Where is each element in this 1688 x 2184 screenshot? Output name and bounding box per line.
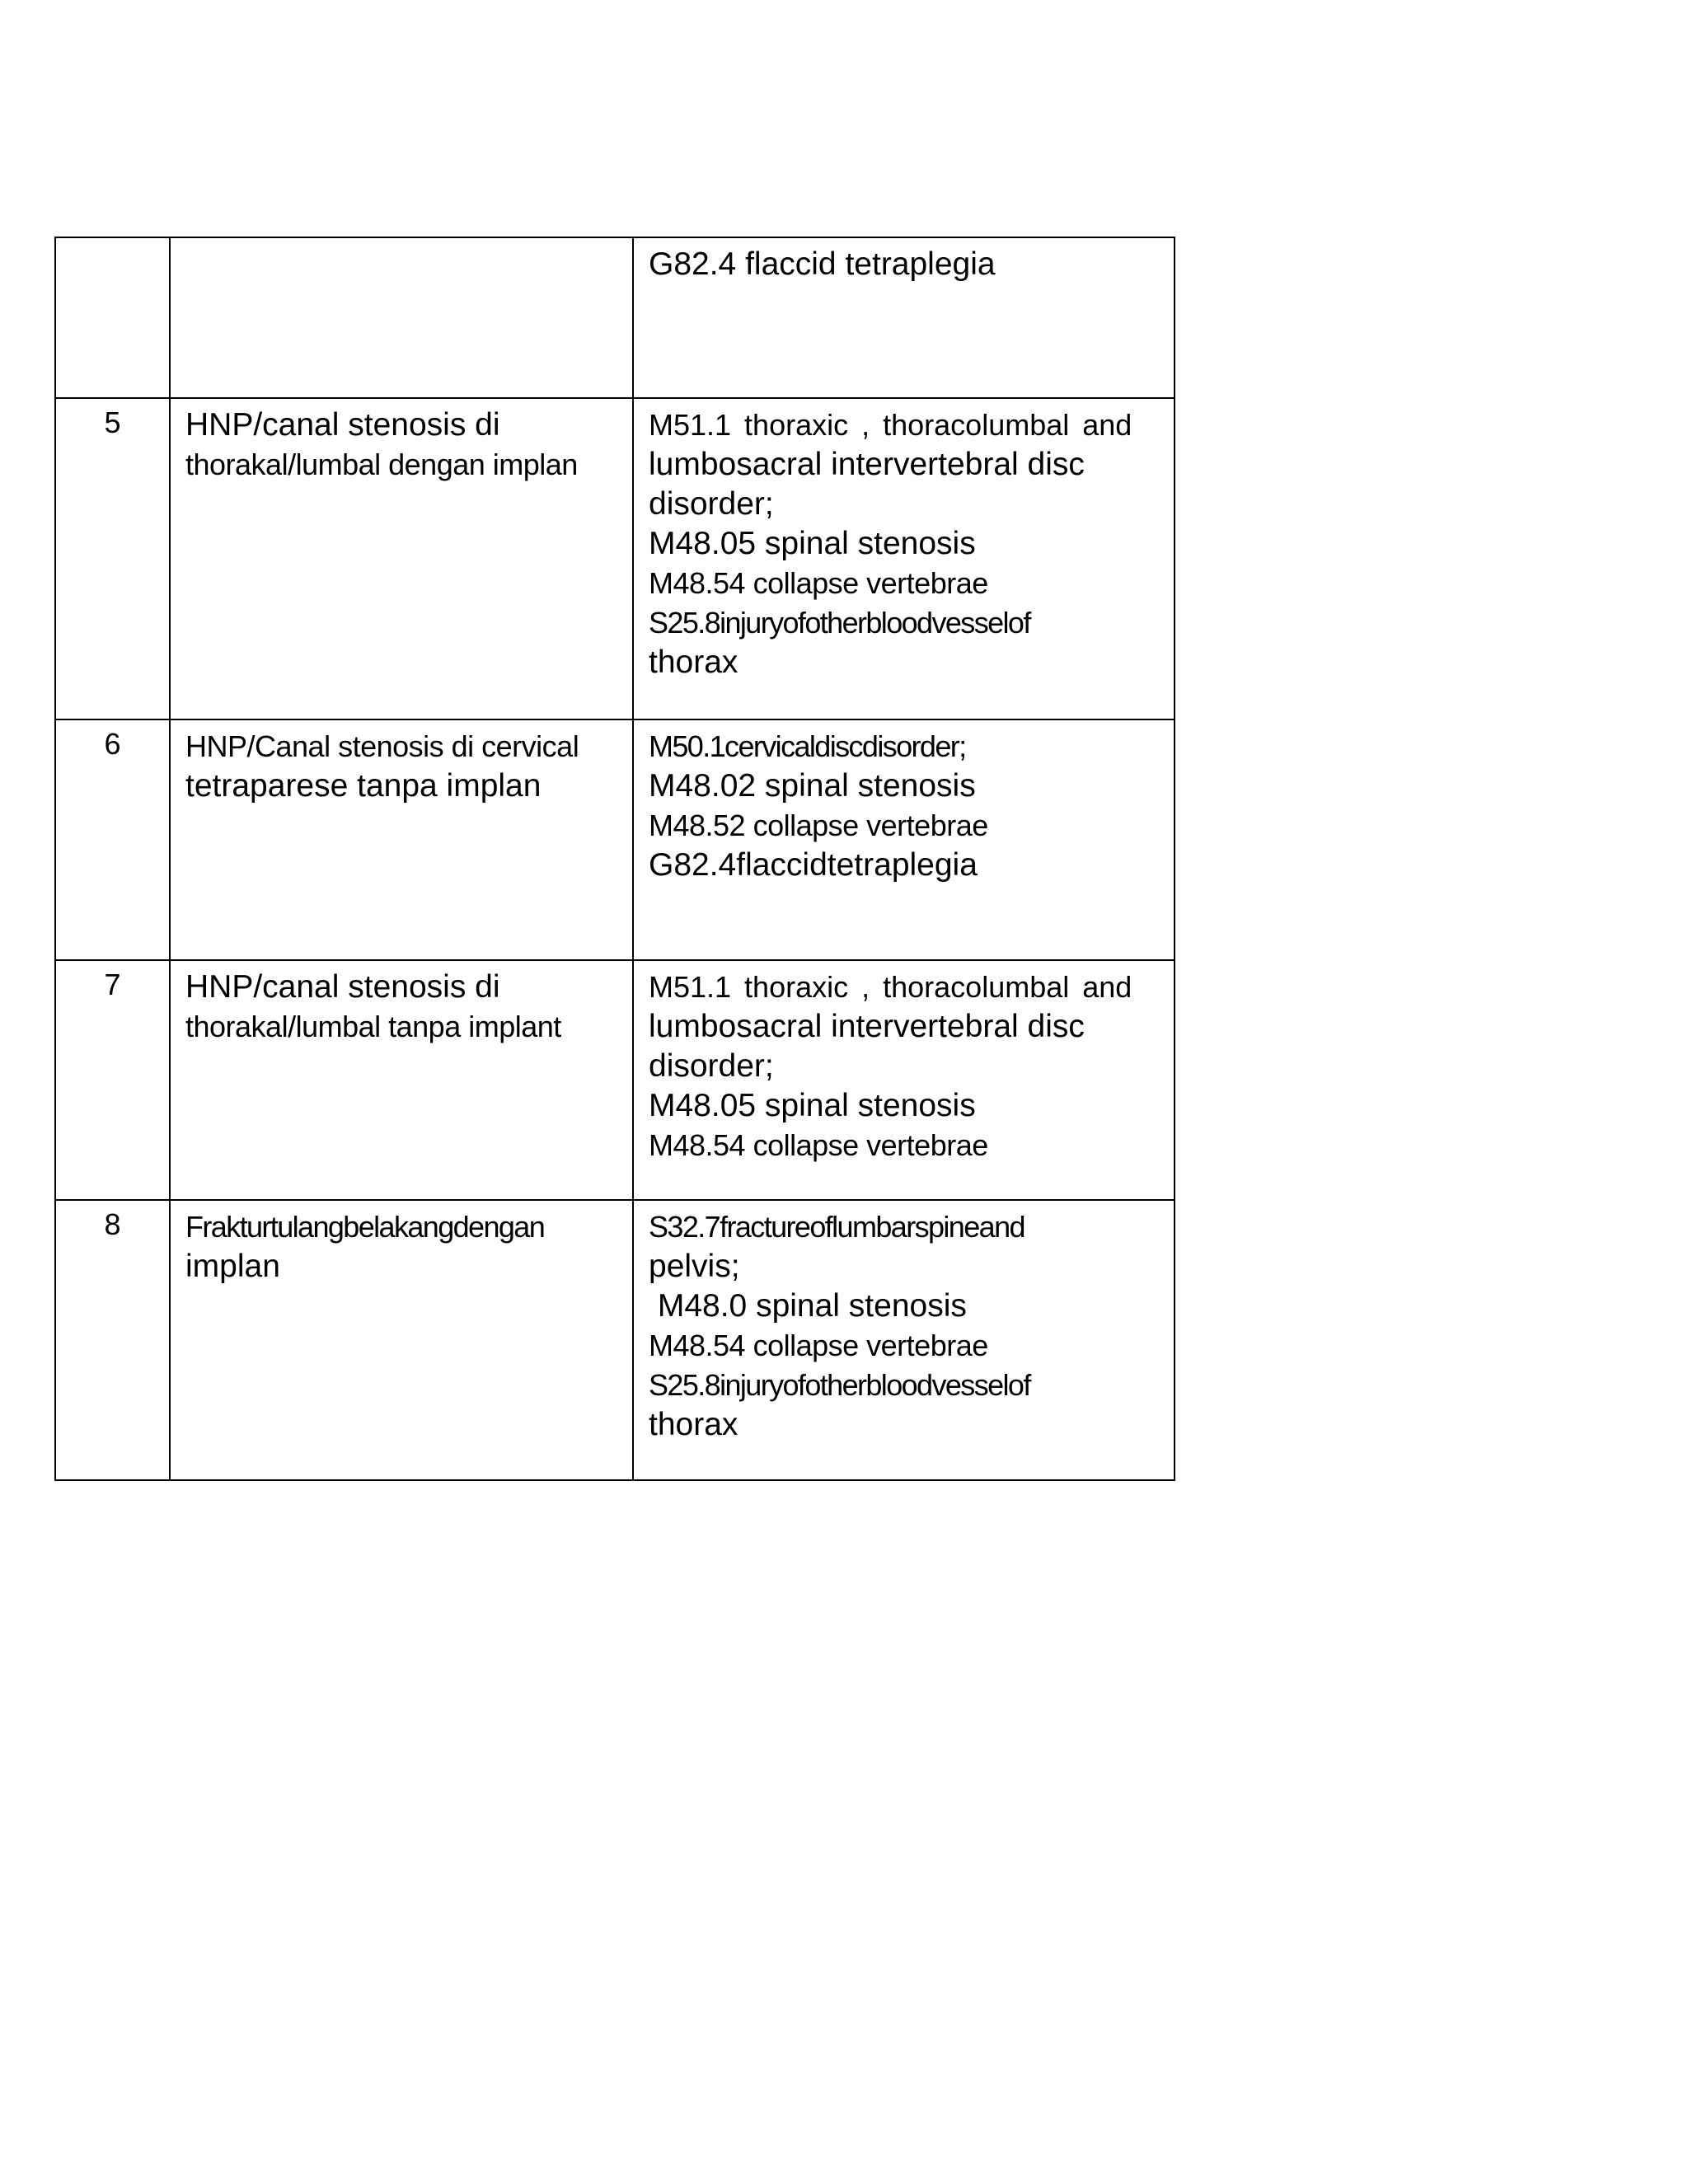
icd-code-line: G82.4flaccidtetraplegia — [649, 847, 978, 883]
icd-code-line: M50.1cervicaldiscdisorder; — [649, 729, 966, 763]
icd-code-line: disorder; — [649, 486, 774, 522]
icd-code-line: G82.4 flaccid tetraplegia — [649, 246, 996, 282]
icd-codes-cell — [633, 398, 1175, 719]
procedure-cell — [170, 960, 633, 1200]
icd-code-line: M48.05 spinal stenosis — [649, 526, 976, 561]
procedure-line: HNP/canal stenosis di — [185, 969, 500, 1005]
procedure-cell — [170, 398, 633, 719]
diagnosis-code-table — [54, 237, 1175, 1481]
icd-code-line: thorax — [649, 1407, 738, 1442]
icd-codes-cell — [633, 237, 1175, 398]
table-row — [55, 719, 1175, 960]
table-row — [55, 960, 1175, 1200]
row-number-cell — [55, 719, 170, 960]
row-number: 7 — [104, 968, 121, 1001]
table-row — [55, 398, 1175, 719]
icd-code-line: M51.1 thoraxic , thoracolumbal and — [649, 408, 1132, 442]
row-number-cell — [55, 398, 170, 719]
procedure-cell — [170, 719, 633, 960]
icd-code-line: M48.54 collapse vertebrae — [649, 1128, 988, 1162]
icd-code-line: M48.54 collapse vertebrae — [649, 566, 988, 600]
icd-code-line: M48.05 spinal stenosis — [649, 1088, 976, 1123]
row-number-cell — [55, 1200, 170, 1480]
procedure-line: HNP/Canal stenosis di cervical — [185, 729, 579, 763]
icd-codes-cell — [633, 719, 1175, 960]
procedure-line: thorakal/lumbal tanpa implant — [185, 1010, 561, 1043]
icd-code-line: thorax — [649, 644, 738, 680]
table-row — [55, 237, 1175, 398]
procedure-cell — [170, 237, 633, 398]
procedure-line: tetraparese tanpa implan — [185, 768, 542, 804]
icd-code-line: M51.1 thoraxic , thoracolumbal and — [649, 970, 1132, 1004]
icd-codes-cell — [633, 1200, 1175, 1480]
icd-codes-cell — [633, 960, 1175, 1200]
procedure-cell — [170, 1200, 633, 1480]
procedure-line: HNP/canal stenosis di — [185, 407, 500, 443]
procedure-line: implan — [185, 1249, 280, 1284]
procedure-line: Frakturtulangbelakangdengan — [185, 1210, 545, 1244]
icd-code-line: M48.0 spinal stenosis — [649, 1288, 967, 1324]
table-row — [55, 1200, 1175, 1480]
icd-code-line: M48.54 collapse vertebrae — [649, 1329, 988, 1362]
icd-code-line: M48.52 collapse vertebrae — [649, 808, 988, 842]
row-number-cell — [55, 237, 170, 398]
icd-code-line: lumbosacral intervertebral disc — [649, 1009, 1085, 1044]
row-number: 8 — [104, 1207, 121, 1241]
icd-code-line: S25.8injuryofotherbloodvesselof — [649, 606, 1030, 640]
icd-code-line: S25.8injuryofotherbloodvesselof — [649, 1368, 1030, 1402]
icd-code-line: M48.02 spinal stenosis — [649, 768, 976, 804]
procedure-line: thorakal/lumbal dengan implan — [185, 448, 578, 481]
row-number: 5 — [104, 405, 121, 439]
row-number-cell — [55, 960, 170, 1200]
icd-code-line: disorder; — [649, 1048, 774, 1084]
icd-code-line: pelvis; — [649, 1249, 740, 1284]
row-number: 6 — [104, 727, 121, 761]
icd-code-line: lumbosacral intervertebral disc — [649, 447, 1085, 482]
icd-code-line: S32.7fractureoflumbarspineand — [649, 1210, 1025, 1244]
